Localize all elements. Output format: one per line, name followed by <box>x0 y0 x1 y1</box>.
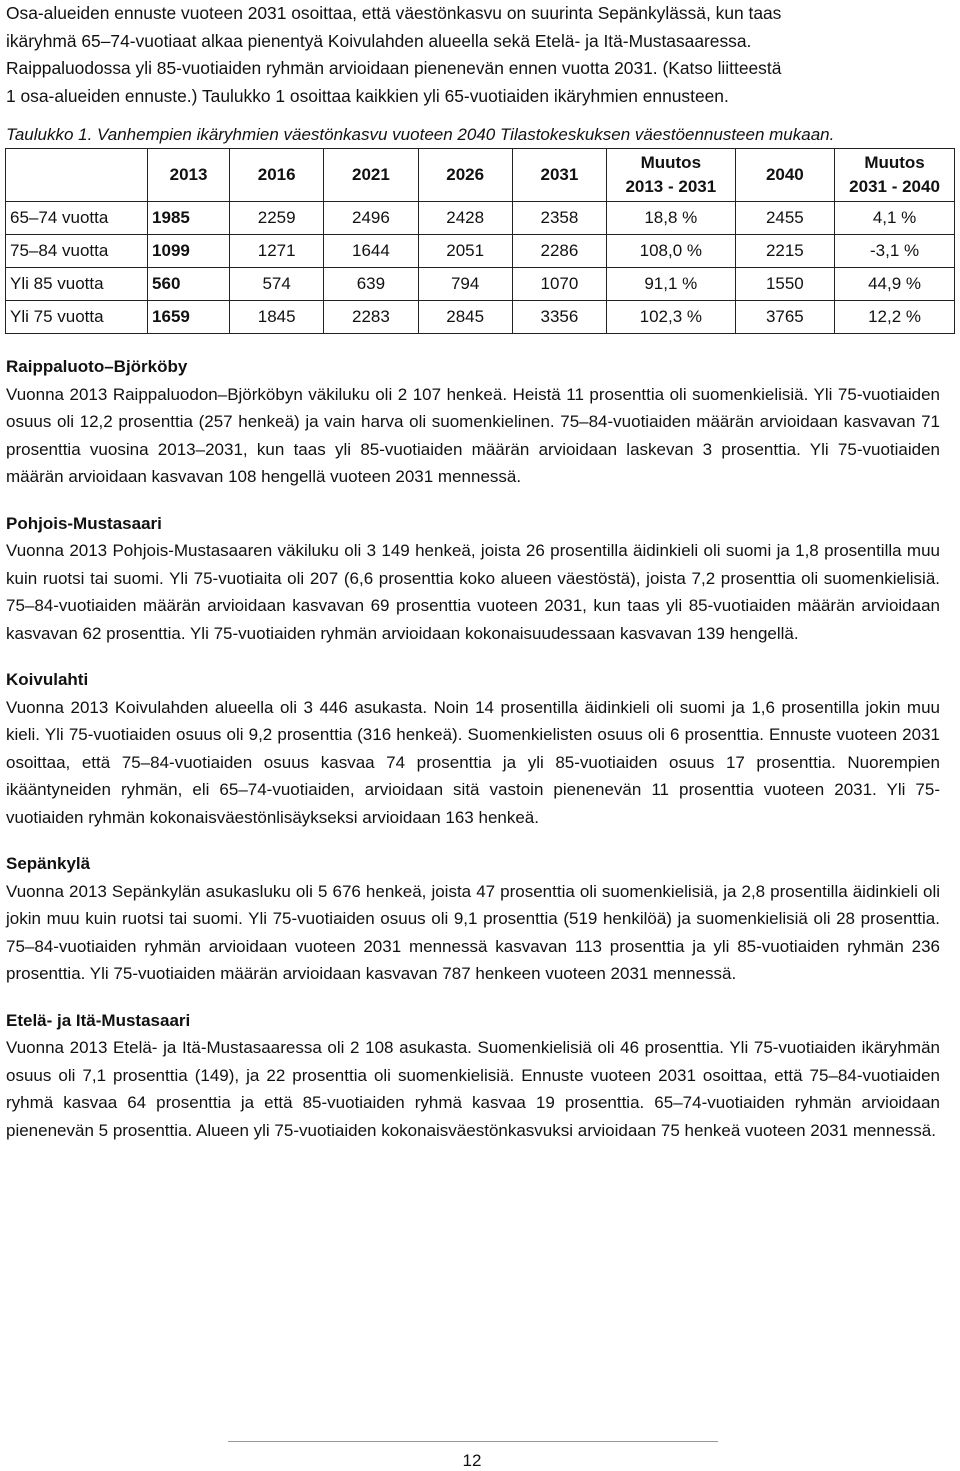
table-cell: 1070 <box>512 268 606 301</box>
table-cell: 2215 <box>735 235 835 268</box>
table-header-cell <box>607 149 736 202</box>
table-header-cell: 2026 <box>418 149 512 202</box>
table-header-row <box>6 149 955 202</box>
section-body: Vuonna 2013 Raippaluodon–Björköbyn väkiluku oli 2 107 henkeä. Heistä 11 prosenttia oli suomenkielisiä. Yli 75-vuotiaiden osuus oli 12,2 prosenttia (257 henkeä) ja vain harva oli suomenkielinen. 75–84-vuotiaiden määrän arvioidaan kasvavan 71 prosenttia vuosina 2013–2031, kun taas yli 85-vuotiaiden määrän arvioidaan laskevan 3 prosenttia. Yli 75-vuotiaiden määrän arvioidaan kasvavan 108 hengellä vuoteen 2031 mennessä. <box>6 384 940 486</box>
table-cell: 3765 <box>735 301 835 334</box>
table-row <box>6 268 955 301</box>
table-row <box>6 301 955 334</box>
page-number: 12 <box>462 1451 482 1470</box>
table-caption: Taulukko 1. Vanhempien ikäryhmien väestönkasvu vuoteen 2040 Tilastokeskuksen väestöennusteen mukaan. <box>6 125 835 144</box>
table-cell: 2051 <box>418 235 512 268</box>
table-header-cell: 2040 <box>735 149 835 202</box>
table-cell: -3,1 % <box>835 235 955 268</box>
table-header-cell <box>835 149 955 202</box>
population-forecast-table <box>5 148 955 334</box>
table-cell: 1659 <box>148 301 230 334</box>
row-label: 65–74 vuotta <box>6 202 148 235</box>
table-cell: 91,1 % <box>607 268 736 301</box>
table-cell: 2496 <box>324 202 418 235</box>
document-page <box>6 0 940 1144</box>
intro-paragraph <box>6 0 940 110</box>
table-cell: 2358 <box>512 202 606 235</box>
table-cell: 2428 <box>418 202 512 235</box>
table-cell: 560 <box>148 268 230 301</box>
table-cell: 1550 <box>735 268 835 301</box>
section-body: Vuonna 2013 Pohjois-Mustasaaren väkiluku oli 3 149 henkeä, joista 26 prosentilla äidinkieli oli suomi ja 1,8 prosentilla muu kuin ruotsi tai suomi. Yli 75-vuotiaita oli 207 (6,6 prosenttia koko alueen väestöstä), joista 7,2 prosenttia oli suomenkielisiä. 75–84-vuotiaiden määrän arvioidaan kasvavan 69 prosenttia vuoteen 2031, kun taas yli 85-vuotiaiden määrän arvioidaan kasvavan 62 prosenttia. Yli 75-vuotiaiden ryhmän arvioidaan kokonaisuudessaan kasvavan 139 hengellä. <box>6 541 940 643</box>
table-cell: 574 <box>230 268 324 301</box>
table-row <box>6 235 955 268</box>
table-header-cell: 2013 <box>148 149 230 202</box>
table-cell: 794 <box>418 268 512 301</box>
header-muutos-label: Muutos <box>640 153 702 172</box>
section-heading: Etelä- ja Itä-Mustasaari <box>6 1010 191 1030</box>
section-body: Vuonna 2013 Sepänkylän asukasluku oli 5 676 henkeä, joista 47 prosenttia oli suomenkielisiä, ja 2,8 prosentilla äidinkieli oli jokin muu kuin ruotsi tai suomi. Yli 75-vuotiaiden osuus oli 9,1 prosenttia (519 henkilöä) ja suomenkielisiä oli 28 prosenttia. 75–84-vuotiaiden ryhmän arvioidaan vuoteen 2031 mennessä kasvavan 113 prosenttia ja yli 85-vuotiaiden ryhmän 236 prosenttia. Yli 75-vuotiaiden määrän arvioidaan kasvavan 787 henkeen vuoteen 2031 mennessä. <box>6 881 940 983</box>
section-body: Vuonna 2013 Koivulahden alueella oli 3 446 asukasta. Noin 14 prosentilla äidinkieli oli suomi ja 1,6 prosentilla jokin muu kieli. Yli 75-vuotiaiden osuus oli 9,2 prosenttia (316 henkeä). Suomenkielisten osuus oli 6 prosenttia. Ennuste vuoteen 2031 osoittaa, että 75–84-vuotiaiden osuus kasvaa 74 prosenttia ja yli 85-vuotiaiden osuus 17 prosenttia. Nuorempien ikääntyneiden ryhmän, eli 65–74-vuotiaiden, arvioidaan sitä vastoin pienenevän 11 prosenttia vuoteen 2031. Yli 75-vuotiaiden ryhmän kokonaisväestönlisäykseksi arvioidaan 163 henkeä. <box>6 697 940 827</box>
table-cell: 12,2 % <box>835 301 955 334</box>
intro-line: Raippaluodossa yli 85-vuotiaiden ryhmän arvioidaan pienenevän ennen vuotta 2031. (Katso liitteestä <box>6 58 782 78</box>
table-cell: 108,0 % <box>607 235 736 268</box>
table-cell: 1845 <box>230 301 324 334</box>
table-cell: 1099 <box>148 235 230 268</box>
section-sepankyla <box>6 850 940 988</box>
section-pohjois-mustasaari <box>6 510 940 648</box>
table-cell: 2845 <box>418 301 512 334</box>
table-cell: 1985 <box>148 202 230 235</box>
section-etela-ja-ita-mustasaari <box>6 1007 940 1145</box>
section-heading: Koivulahti <box>6 670 89 689</box>
table-cell: 1644 <box>324 235 418 268</box>
table-header-cell: 2021 <box>324 149 418 202</box>
table-cell: 2455 <box>735 202 835 235</box>
row-label: Yli 75 vuotta <box>6 301 148 334</box>
table-cell: 2286 <box>512 235 606 268</box>
row-label: 75–84 vuotta <box>6 235 148 268</box>
table-cell: 639 <box>324 268 418 301</box>
footer-divider <box>228 1441 718 1442</box>
section-heading: Pohjois-Mustasaari <box>6 513 162 533</box>
table-cell: 2283 <box>324 301 418 334</box>
section-heading: Raippaluoto–Björköby <box>6 357 188 376</box>
section-heading: Sepänkylä <box>6 854 91 873</box>
table-header-cell <box>6 149 148 202</box>
header-muutos-label: Muutos <box>864 153 925 172</box>
intro-line: 1 osa-alueiden ennuste.) Taulukko 1 osoittaa kaikkien yli 65-vuotiaiden ikäryhmien ennusteen. <box>6 85 729 106</box>
header-muutos-range: 2031 - 2040 <box>849 177 940 196</box>
table-cell: 2259 <box>230 202 324 235</box>
section-raippaluoto <box>6 353 940 491</box>
section-body: Vuonna 2013 Etelä- ja Itä-Mustasaaressa oli 2 108 asukasta. Suomenkielisiä oli 46 prosenttia. Yli 75-vuotiaiden ikäryhmän osuus oli 7,1 prosenttia (149), ja 22 prosenttia oli suomenkielisiä. Ennuste vuoteen 2031 osoittaa, että 75–84-vuotiaiden ryhmä kasvaa 64 prosenttia ja että 85-vuotiaiden ryhmä kasvaa 19 prosenttia. 65–74-vuotiaiden ryhmän arvioidaan pienenevän 5 prosenttia. Alueen yli 75-vuotiaiden kokonaisväestönkasvuksi arvioidaan 75 henkeä vuoteen 2031 mennessä. <box>6 1038 940 1140</box>
header-muutos-range: 2013 - 2031 <box>625 177 717 196</box>
table-cell: 102,3 % <box>607 301 736 334</box>
intro-line: Osa-alueiden ennuste vuoteen 2031 osoittaa, että väestönkasvu on suurinta Sepänkylässä, kun taas <box>6 3 782 23</box>
table-header-cell: 2031 <box>512 149 606 202</box>
table-cell: 1271 <box>230 235 324 268</box>
row-label: Yli 85 vuotta <box>6 268 148 301</box>
table-cell: 44,9 % <box>835 268 955 301</box>
table-cell: 18,8 % <box>607 202 736 235</box>
table-cell: 4,1 % <box>835 202 955 235</box>
section-koivulahti <box>6 666 940 831</box>
table-header-cell: 2016 <box>230 149 324 202</box>
table-row <box>6 202 955 235</box>
table-cell: 3356 <box>512 301 606 334</box>
intro-line: ikäryhmä 65–74-vuotiaat alkaa pienentyä Koivulahden alueella sekä Etelä- ja Itä-Mustasaaressa. <box>6 30 752 51</box>
